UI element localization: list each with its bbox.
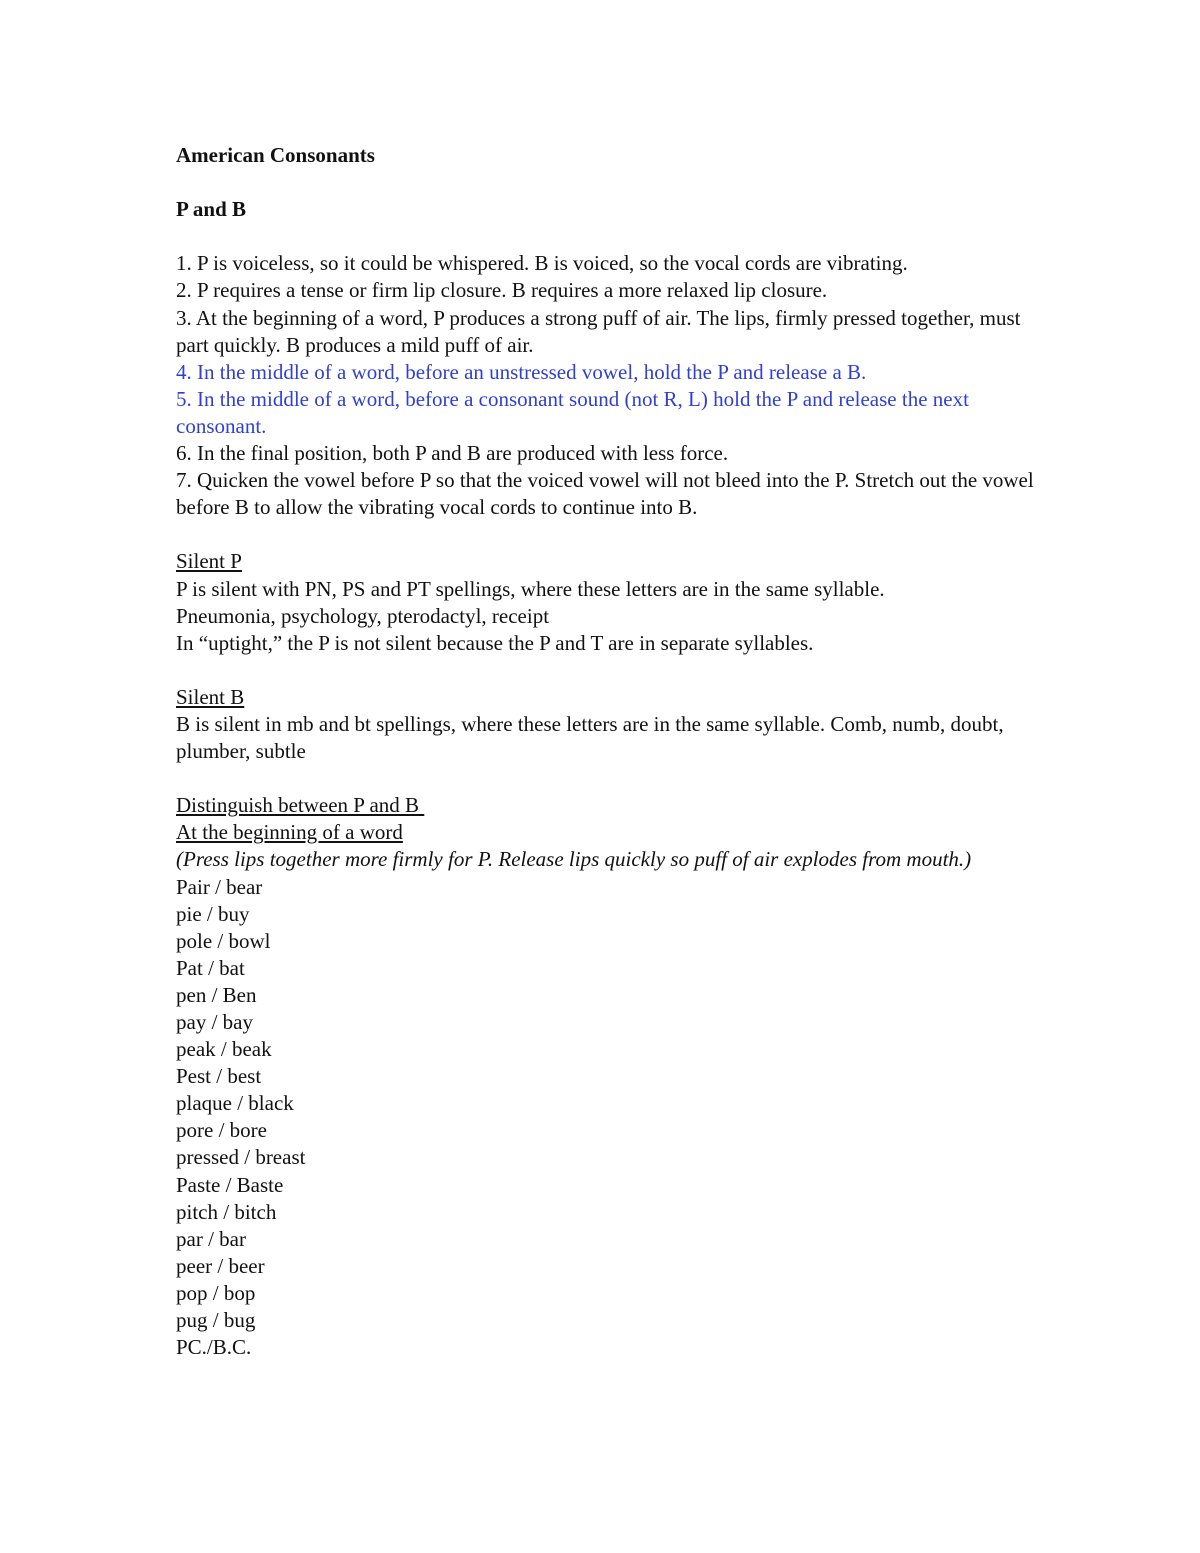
word-pair: pitch / bitch: [176, 1199, 277, 1224]
spacer: [176, 765, 1036, 792]
word-pair: pore / bore: [176, 1118, 267, 1143]
word-pair: pay / bay: [176, 1010, 253, 1034]
silent-p-heading: Silent P: [176, 549, 242, 574]
word-pair: Pest / best: [176, 1064, 262, 1089]
spacer: [176, 223, 1036, 250]
word-pair: peer / beer: [176, 1253, 265, 1278]
word-pair-list: [176, 874, 1036, 1362]
numbered-list: [176, 250, 1036, 521]
document-title: American Consonants: [176, 143, 375, 167]
word-pair: pug / bug: [176, 1308, 256, 1333]
list-item: 7. Quicken the vowel before P so that the voiced vowel will not bleed into the P. Stretch out the vowel before B to allow the vibrating vocal cords to continue into B.: [176, 468, 1034, 520]
distinguish-heading: Distinguish between P and B: [176, 793, 425, 818]
word-pair: par / bar: [176, 1226, 246, 1251]
list-item-highlighted: 4. In the middle of a word, before an unstressed vowel, hold the P and release a B.: [176, 359, 867, 384]
list-item-highlighted: 5. In the middle of a word, before a consonant sound (not R, L) hold the P and release the next consonant.: [176, 386, 969, 438]
word-pair: Pat / bat: [176, 955, 245, 980]
silent-p-line: Pneumonia, psychology, pterodactyl, receipt: [176, 603, 550, 628]
list-item: 1. P is voiceless, so it could be whispered. B is voiced, so the vocal cords are vibrating.: [176, 251, 908, 276]
word-pair: pop / bop: [176, 1280, 256, 1305]
word-pair: Pair / bear: [176, 874, 263, 899]
spacer: [176, 169, 1036, 196]
word-pair: PC./B.C.: [176, 1335, 252, 1360]
list-item: 6. In the final position, both P and B are produced with less force.: [176, 441, 729, 466]
silent-b-text: B is silent in mb and bt spellings, where these letters are in the same syllable. Comb, numb, doubt, plumber, subtle: [176, 711, 1004, 764]
word-pair: pen / Ben: [176, 982, 257, 1007]
document-page: [176, 142, 1036, 1361]
spacer: [176, 521, 1036, 548]
silent-p-section: [176, 548, 1036, 656]
section-heading: P and B: [176, 197, 247, 222]
spacer: [176, 657, 1036, 684]
distinguish-section: [176, 792, 1036, 1361]
silent-b-section: [176, 684, 1036, 765]
silent-b-heading: Silent B: [176, 684, 245, 709]
silent-p-line: P is silent with PN, PS and PT spellings, where these letters are in the same syllable.: [176, 576, 885, 601]
word-pair: pie / buy: [176, 901, 250, 926]
word-pair: plaque / black: [176, 1091, 294, 1116]
word-pair: pressed / breast: [176, 1145, 306, 1170]
word-pair: Paste / Baste: [176, 1172, 284, 1197]
word-pair: pole / bowl: [176, 928, 271, 953]
distinguish-instruction: (Press lips together more firmly for P. Release lips quickly so puff of air explodes from mouth.): [176, 847, 972, 872]
list-item: 3. At the beginning of a word, P produces a strong puff of air. The lips, firmly pressed together, must part quickly. B produces a mild puff of air.: [176, 305, 1021, 357]
silent-p-line: In “uptight,” the P is not silent because the P and T are in separate syllables.: [176, 630, 814, 655]
distinguish-subheading: At the beginning of a word: [176, 820, 403, 845]
word-pair: peak / beak: [176, 1037, 272, 1062]
list-item: 2. P requires a tense or firm lip closure. B requires a more relaxed lip closure.: [176, 278, 828, 303]
